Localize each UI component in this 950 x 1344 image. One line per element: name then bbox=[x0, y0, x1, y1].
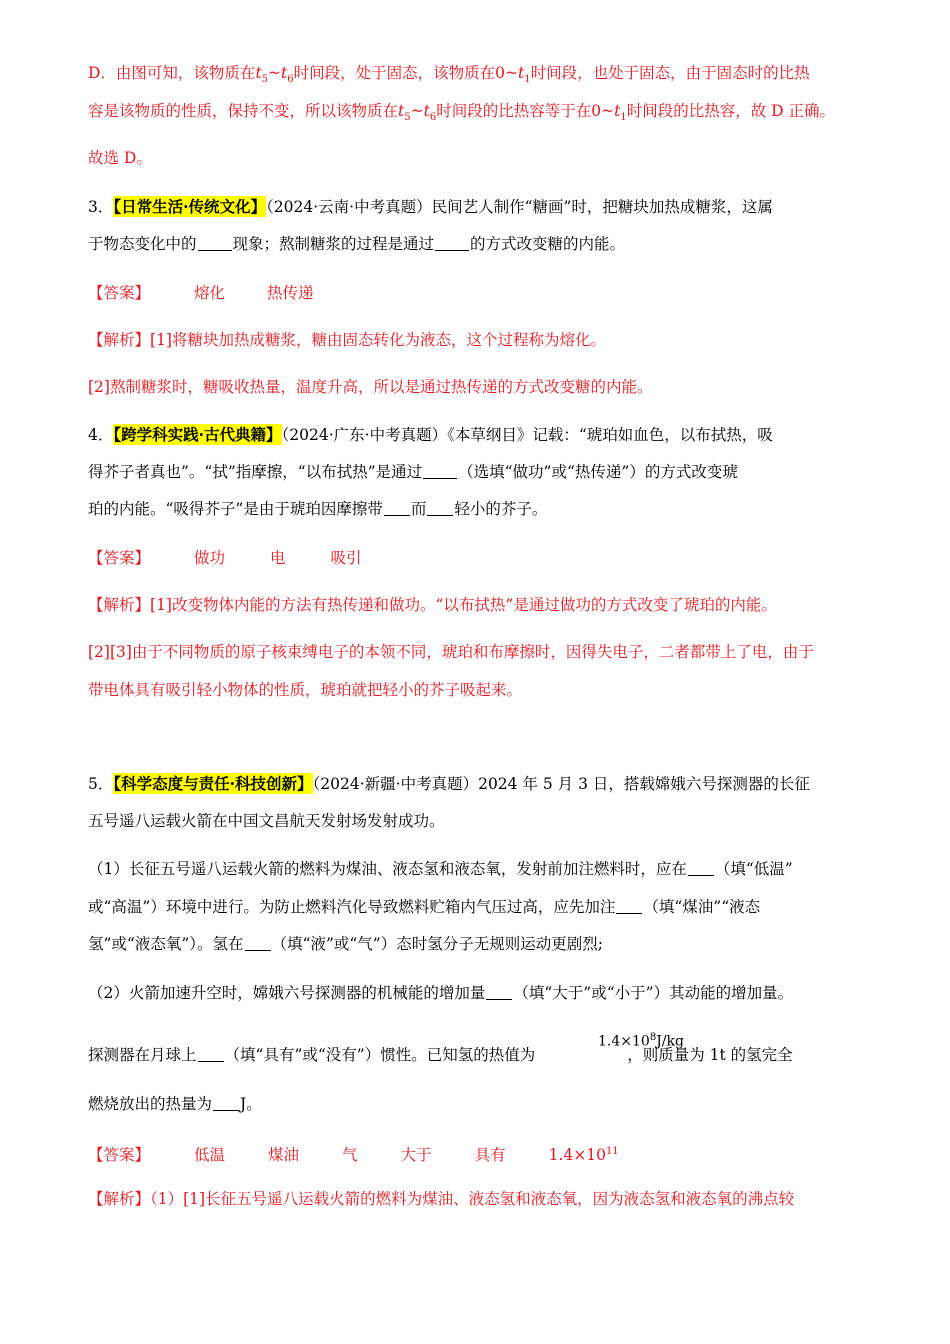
answer-blank[interactable] bbox=[423, 464, 457, 479]
answer-blank[interactable] bbox=[427, 501, 453, 516]
answer-blank[interactable] bbox=[435, 236, 469, 251]
answer-blank[interactable] bbox=[384, 501, 410, 516]
question-5-line1: 5．【科学态度与责任·科技创新】（2024·新疆·中考真题）2024 年 5 月 3 日，搭载嫦娥六号探测器的长征 bbox=[88, 774, 810, 793]
question-4-analysis-line1: 【解析】[1]改变物体内能的方法有热传递和做功。“以布拭热”是通过做功的方式改变了琥珀的内能。 bbox=[88, 596, 777, 614]
question-5-part1-line3: 氢”或“液态氧”）。氢在 （填“液”或“气”）态时氢分子无规则运动更剧烈; bbox=[88, 935, 603, 953]
question-5-tag: 【科学态度与责任·科技创新】 bbox=[113, 774, 313, 793]
answer-blank[interactable] bbox=[198, 1047, 224, 1062]
question-4-line3: 珀的内能。“吸得芥子”是由于琥珀因摩擦带 而 轻小的芥子。 bbox=[88, 500, 548, 518]
question-3-tag: 【日常生活·传统文化】 bbox=[113, 197, 267, 216]
question-5-part1-line1: （1）长征五号遥八运载火箭的燃料为煤油、液态氢和液态氧，发射前加注燃料时，应在 （填“低温” bbox=[88, 860, 793, 878]
answer-blank[interactable] bbox=[198, 236, 232, 251]
conclusion: 故选 D。 bbox=[88, 149, 152, 167]
question-5-part2-line1: （2）火箭加速升空时，嫦娥六号探测器的机械能的增加量 （填“大于”或“小于”）其动能的增加量。 bbox=[88, 984, 794, 1002]
question-3-analysis-line1: 【解析】[1]将糖块加热成糖浆，糖由固态转化为液态，这个过程称为熔化。 bbox=[88, 331, 606, 349]
question-3-line1: 3．【日常生活·传统文化】（2024·云南·中考真题）民间艺人制作“糖画”时，把糖块加热成糖浆，这属 bbox=[88, 197, 773, 216]
question-3-analysis-line2: [2]熬制糖浆时，糖吸收热量，温度升高，所以是通过热传递的方式改变糖的内能。 bbox=[88, 378, 653, 396]
question-5-line2: 五号遥八运载火箭在中国文昌航天发射场发射成功。 bbox=[88, 812, 445, 830]
question-3-answer: 【答案】 熔化 热传递 bbox=[88, 284, 314, 302]
answer-blank[interactable] bbox=[486, 985, 512, 1000]
option-d-explanation-line1: D．由图可知，该物质在$t_5\sim t_6$时间段，处于固态，该物质在$0\sim t_1$时间段，也处于固态，由于固态时的比热 bbox=[88, 64, 810, 86]
question-3-line2: 于物态变化中的 现象；熬制糖浆的过程是通过 的方式改变糖的内能。 bbox=[88, 235, 626, 253]
question-4-line1: 4．【跨学科实践·古代典籍】（2024·广东·中考真题）《本草纲目》记载：“琥珀如血色，以布拭热，吸 bbox=[88, 425, 773, 444]
question-5-part2-line3: 燃烧放出的热量为 J。 bbox=[88, 1095, 262, 1113]
question-5-part2-line2: 探测器在月球上 （填“具有”或“没有”）惯性。已知氢的热值为 ，则质量为 1t 的氢完全 bbox=[88, 1046, 793, 1064]
answer-blank[interactable] bbox=[688, 861, 714, 876]
question-4-tag: 【跨学科实践·古代典籍】 bbox=[113, 425, 282, 444]
question-5-analysis-line1: 【解析】（1）[1]长征五号遥八运载火箭的燃料为煤油、液态氢和液态氧，因为液态氢和液态氧的沸点较 bbox=[88, 1190, 795, 1208]
answer-blank[interactable] bbox=[245, 936, 271, 951]
question-4-analysis-line2: [2][3]由于不同物质的原子核束缚电子的本领不同，琥珀和布摩擦时，因得失电子，二者都带上了电，由于 bbox=[88, 643, 814, 661]
heat-value-formula: $1.4\times 10^8J/kg$ bbox=[598, 1032, 684, 1050]
question-4-line2: 得芥子者真也”。“拭”指摩擦，“以布拭热”是通过 （选填“做功”或“热传递”）的方式改变琥 bbox=[88, 463, 738, 481]
option-d-explanation-line2: 容是该物质的性质，保持不变，所以该物质在$t_5\sim t_6$时间段的比热容等于在$0\sim t_1$时间段的比热容，故 D 正确。 bbox=[88, 102, 836, 124]
answer-blank[interactable] bbox=[213, 1096, 239, 1111]
question-4-answer: 【答案】 做功 电 吸引 bbox=[88, 549, 362, 567]
answer-blank[interactable] bbox=[616, 899, 642, 914]
question-4-analysis-line3: 带电体具有吸引轻小物体的性质，琥珀就把轻小的芥子吸起来。 bbox=[88, 681, 523, 699]
question-5-part1-line2: 或“高温”）环境中进行。为防止燃料汽化导致燃料贮箱内气压过高，应先加注 （填“煤油”“液态 bbox=[88, 898, 761, 916]
question-5-answer: 【答案】 低温 煤油 气 大于 具有 $1.4\times 10^{11}$ bbox=[88, 1146, 619, 1165]
